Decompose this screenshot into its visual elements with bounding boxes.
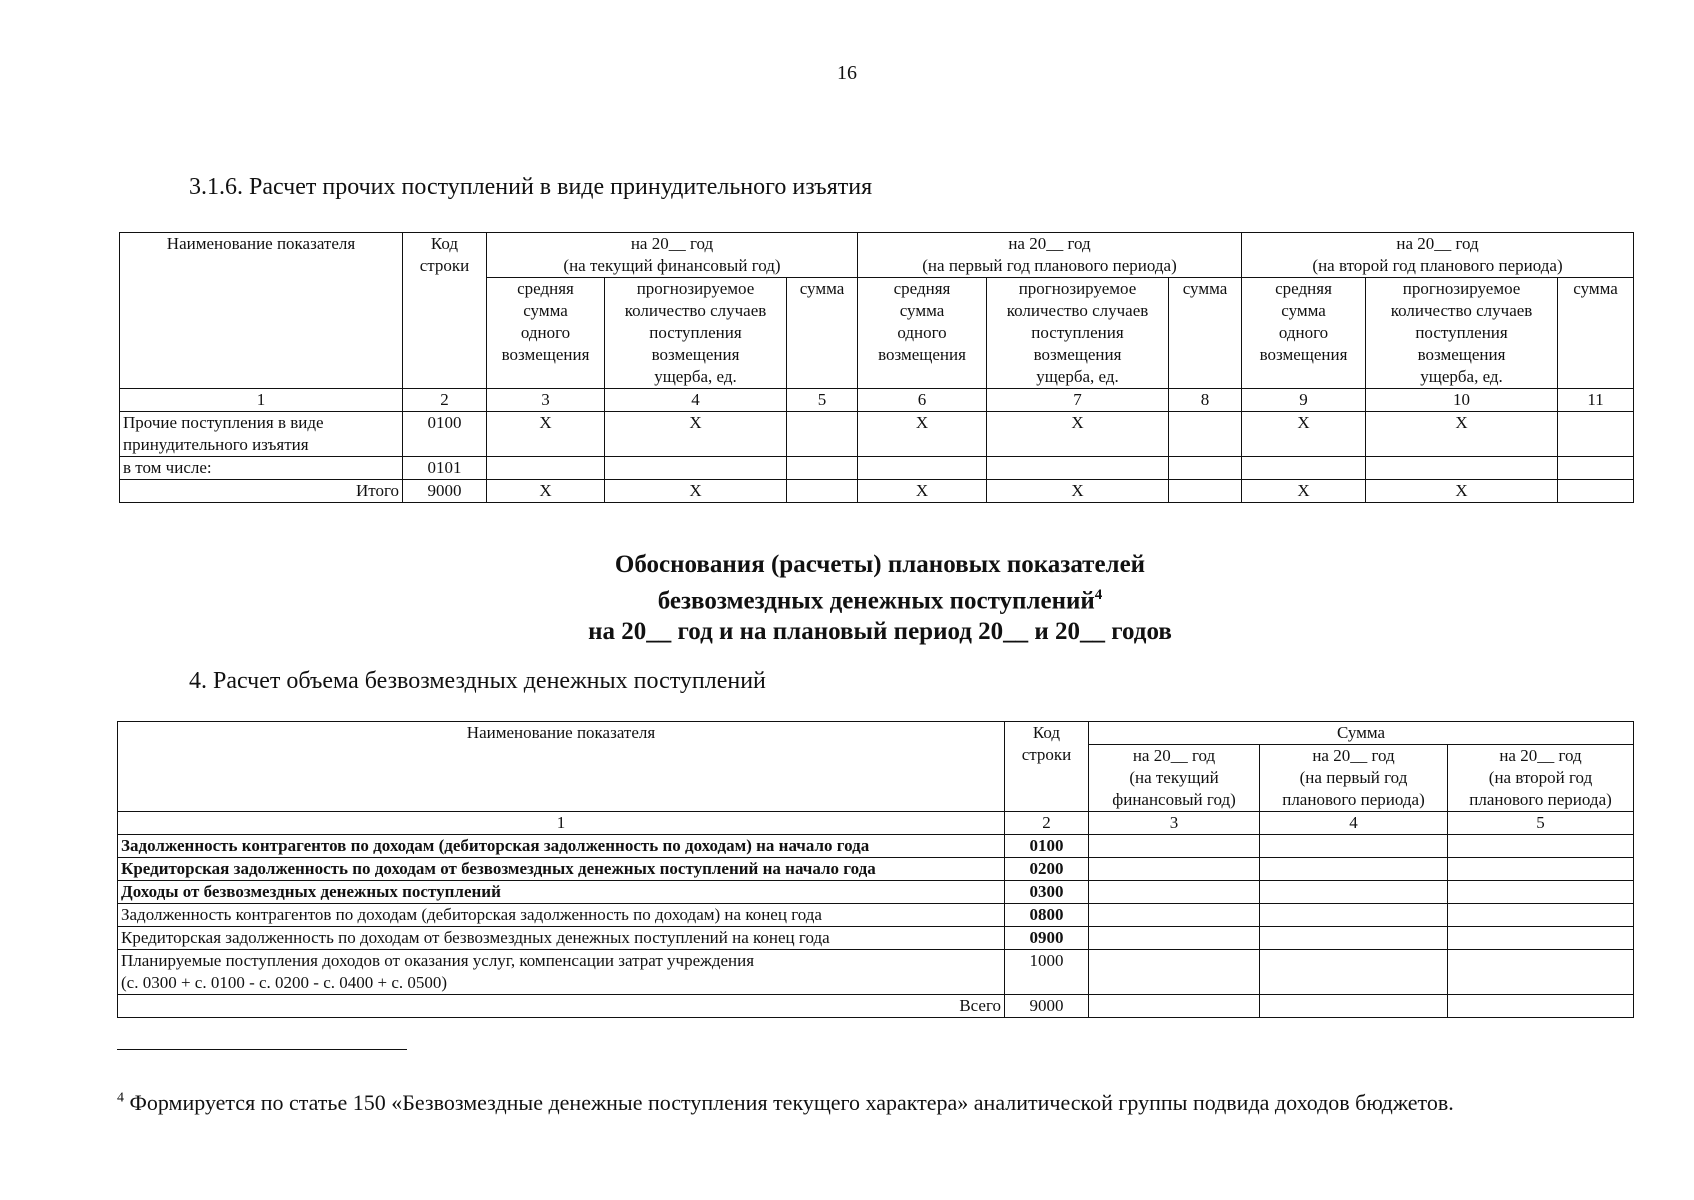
cell[interactable]: X bbox=[1366, 480, 1558, 503]
cell[interactable] bbox=[1169, 480, 1242, 503]
cell[interactable] bbox=[1169, 412, 1242, 457]
cell[interactable] bbox=[1260, 950, 1448, 995]
cell[interactable] bbox=[787, 480, 858, 503]
table-row bbox=[120, 457, 1634, 480]
row-name-total: Всего bbox=[118, 995, 1005, 1018]
table1-title: 3.1.6. Расчет прочих поступлений в виде принудительного изъятия bbox=[189, 174, 873, 200]
cell[interactable] bbox=[787, 457, 858, 480]
row-name: Планируемые поступления доходов от оказания услуг, компенсации затрат учреждения (с. 0300 + с. 0100 - с. 0200 - с. 0400 + с. 0500) bbox=[118, 950, 1005, 995]
footnote-mark: 4 bbox=[117, 1090, 124, 1106]
row-code: 0100 bbox=[1005, 835, 1089, 858]
cell[interactable] bbox=[987, 457, 1169, 480]
subheader-avg-sum: средняя сумма одного возмещения bbox=[487, 278, 605, 389]
cell[interactable]: X bbox=[858, 480, 987, 503]
cell[interactable] bbox=[1448, 858, 1634, 881]
table-row bbox=[118, 904, 1634, 927]
col-number: 6 bbox=[858, 389, 987, 412]
cell[interactable] bbox=[787, 412, 858, 457]
heading-line-2 bbox=[0, 580, 1694, 616]
col-number: 8 bbox=[1169, 389, 1242, 412]
row-name: Задолженность контрагентов по доходам (дебиторская задолженность по доходам) на конец года bbox=[118, 904, 1005, 927]
cell[interactable] bbox=[858, 457, 987, 480]
row-code: 0800 bbox=[1005, 904, 1089, 927]
table2-title: 4. Расчет объема безвозмездных денежных поступлений bbox=[189, 668, 766, 694]
subheader-sum: сумма bbox=[787, 278, 858, 389]
header-period-first: на 20__ год (на первый год планового периода) bbox=[858, 233, 1242, 278]
cell[interactable]: X bbox=[487, 480, 605, 503]
subheader-forecast-count: прогнозируемое количество случаев поступления возмещения ущерба, ед. bbox=[987, 278, 1169, 389]
col-number: 3 bbox=[1089, 812, 1260, 835]
cell[interactable] bbox=[1260, 858, 1448, 881]
section-heading bbox=[0, 549, 1694, 647]
col-number: 10 bbox=[1366, 389, 1558, 412]
cell[interactable] bbox=[1089, 950, 1260, 995]
cell[interactable]: X bbox=[987, 480, 1169, 503]
subheader-sum: сумма bbox=[1169, 278, 1242, 389]
heading-line-2-text: безвозмездных денежных поступлений bbox=[657, 587, 1095, 615]
col-number: 9 bbox=[1242, 389, 1366, 412]
header-period-second: на 20__ год (на второй год планового периода) bbox=[1448, 745, 1634, 812]
cell[interactable] bbox=[1260, 881, 1448, 904]
cell[interactable]: X bbox=[487, 412, 605, 457]
header-code: Код строки bbox=[1005, 722, 1089, 812]
row-name: Прочие поступления в виде принудительного изъятия bbox=[120, 412, 403, 457]
header-period-current: на 20__ год (на текущий финансовый год) bbox=[487, 233, 858, 278]
row-name: Задолженность контрагентов по доходам (дебиторская задолженность по доходам) на начало года bbox=[118, 835, 1005, 858]
table-row bbox=[120, 480, 1634, 503]
header-code: Код строки bbox=[403, 233, 487, 389]
subheader-sum: сумма bbox=[1558, 278, 1634, 389]
cell[interactable] bbox=[1366, 457, 1558, 480]
cell[interactable] bbox=[1260, 995, 1448, 1018]
row-name: Кредиторская задолженность по доходам от безвозмездных денежных поступлений на начало года bbox=[118, 858, 1005, 881]
subheader-forecast-count: прогнозируемое количество случаев поступления возмещения ущерба, ед. bbox=[1366, 278, 1558, 389]
row-name: в том числе: bbox=[120, 457, 403, 480]
cell[interactable] bbox=[1448, 950, 1634, 995]
cell[interactable] bbox=[1089, 904, 1260, 927]
cell[interactable] bbox=[1448, 835, 1634, 858]
cell[interactable] bbox=[1558, 412, 1634, 457]
cell[interactable]: X bbox=[605, 480, 787, 503]
header-period-current: на 20__ год (на текущий финансовый год) bbox=[1089, 745, 1260, 812]
heading-line-1: Обоснования (расчеты) плановых показателей bbox=[614, 551, 1146, 578]
row-name: Кредиторская задолженность по доходам от безвозмездных денежных поступлений на конец года bbox=[118, 927, 1005, 950]
cell[interactable] bbox=[1448, 927, 1634, 950]
header-period-second: на 20__ год (на второй год планового периода) bbox=[1242, 233, 1634, 278]
row-code: 0100 bbox=[403, 412, 487, 457]
row-code: 9000 bbox=[1005, 995, 1089, 1018]
footnote bbox=[117, 1090, 1454, 1116]
subheader-forecast-count: прогнозируемое количество случаев поступления возмещения ущерба, ед. bbox=[605, 278, 787, 389]
cell[interactable] bbox=[1260, 904, 1448, 927]
cell[interactable] bbox=[1558, 480, 1634, 503]
col-number: 7 bbox=[987, 389, 1169, 412]
cell[interactable] bbox=[1558, 457, 1634, 480]
cell[interactable]: X bbox=[858, 412, 987, 457]
row-code: 1000 bbox=[1005, 950, 1089, 995]
table-row bbox=[118, 995, 1634, 1018]
cell[interactable] bbox=[1089, 927, 1260, 950]
header-sum: Сумма bbox=[1089, 722, 1634, 745]
cell[interactable]: X bbox=[1366, 412, 1558, 457]
footnote-ref: 4 bbox=[1094, 587, 1103, 603]
table-row bbox=[120, 412, 1634, 457]
table-row bbox=[118, 835, 1634, 858]
cell[interactable] bbox=[1089, 995, 1260, 1018]
col-number: 1 bbox=[118, 812, 1005, 835]
table-row bbox=[118, 881, 1634, 904]
cell[interactable]: X bbox=[987, 412, 1169, 457]
cell[interactable] bbox=[1169, 457, 1242, 480]
col-number: 1 bbox=[120, 389, 403, 412]
cell[interactable] bbox=[1448, 995, 1634, 1018]
cell[interactable] bbox=[1089, 858, 1260, 881]
row-code: 0101 bbox=[403, 457, 487, 480]
cell[interactable]: X bbox=[1242, 480, 1366, 503]
header-name: Наименование показателя bbox=[118, 722, 1005, 812]
forced-withdrawal-table bbox=[119, 232, 1634, 503]
row-code: 9000 bbox=[403, 480, 487, 503]
header-period-first: на 20__ год (на первый год планового периода) bbox=[1260, 745, 1448, 812]
cell[interactable] bbox=[1089, 881, 1260, 904]
cell[interactable] bbox=[487, 457, 605, 480]
table-row bbox=[118, 927, 1634, 950]
col-number: 4 bbox=[1260, 812, 1448, 835]
cell[interactable] bbox=[1448, 904, 1634, 927]
subheader-avg-sum: средняя сумма одного возмещения bbox=[1242, 278, 1366, 389]
col-number: 4 bbox=[605, 389, 787, 412]
cell[interactable]: X bbox=[1242, 412, 1366, 457]
table-row bbox=[118, 950, 1634, 995]
col-number: 2 bbox=[1005, 812, 1089, 835]
row-code: 0200 bbox=[1005, 858, 1089, 881]
col-number: 11 bbox=[1558, 389, 1634, 412]
header-name: Наименование показателя bbox=[120, 233, 403, 389]
col-number: 5 bbox=[787, 389, 858, 412]
table-row bbox=[118, 858, 1634, 881]
gratuitous-receipts-table bbox=[117, 721, 1634, 1018]
cell[interactable] bbox=[1260, 927, 1448, 950]
col-number: 3 bbox=[487, 389, 605, 412]
row-name: Доходы от безвозмездных денежных поступлений bbox=[118, 881, 1005, 904]
footnote-text: Формируется по статье 150 «Безвозмездные денежные поступления текущего характера» аналитической группы подвида доходов бюджетов. bbox=[124, 1090, 1454, 1115]
cell[interactable]: X bbox=[605, 412, 787, 457]
page-number: 16 bbox=[837, 62, 857, 84]
cell[interactable] bbox=[1448, 881, 1634, 904]
heading-line-3: на 20__ год и на плановый период 20__ и 20__ годов bbox=[588, 618, 1172, 646]
row-code: 0300 bbox=[1005, 881, 1089, 904]
cell[interactable] bbox=[605, 457, 787, 480]
cell[interactable] bbox=[1242, 457, 1366, 480]
col-number: 2 bbox=[403, 389, 487, 412]
cell[interactable] bbox=[1089, 835, 1260, 858]
row-code: 0900 bbox=[1005, 927, 1089, 950]
row-name-total: Итого bbox=[120, 480, 403, 503]
col-number: 5 bbox=[1448, 812, 1634, 835]
footnote-divider bbox=[117, 1049, 407, 1050]
subheader-avg-sum: средняя сумма одного возмещения bbox=[858, 278, 987, 389]
cell[interactable] bbox=[1260, 835, 1448, 858]
